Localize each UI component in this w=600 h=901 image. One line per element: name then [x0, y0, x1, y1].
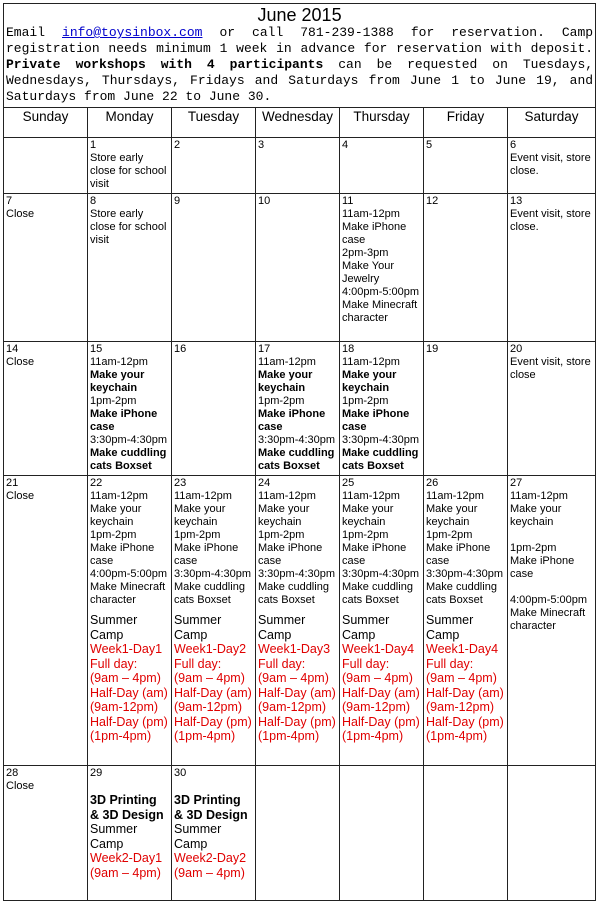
- weekday-saturday: Saturday: [508, 108, 596, 138]
- weekday-tuesday: Tuesday: [172, 108, 256, 138]
- camp-detail: Half-Day (pm): [258, 714, 336, 729]
- event-line: 11am-12pm: [90, 490, 148, 502]
- day-cell: [508, 342, 596, 476]
- week-row: [4, 766, 596, 901]
- event-title: 3D Printing & 3D Design: [174, 793, 248, 822]
- info-bold-text: Private workshops with 4 participants: [6, 57, 324, 72]
- event-line: Make cuddling cats Boxset: [174, 581, 245, 606]
- event-line: Make Minecraft character: [342, 299, 418, 324]
- day-cell: [172, 766, 256, 901]
- day-number: 7: [6, 195, 13, 207]
- event-line: Make Minecraft character: [510, 607, 586, 632]
- calendar-header: [4, 4, 596, 108]
- camp-detail: Week1-Day4: [426, 642, 499, 656]
- event-line: 1pm-2pm: [258, 395, 305, 407]
- event-line: Make iPhone case: [90, 542, 155, 567]
- camp-detail: (1pm-4pm): [90, 729, 152, 743]
- event-line: Store early close for school visit: [90, 152, 167, 190]
- day-number: 28: [6, 767, 19, 779]
- day-cell: [256, 138, 340, 194]
- event-line: Make iPhone case: [342, 408, 410, 433]
- day-cell: [256, 194, 340, 342]
- camp-detail: (9am-12pm): [90, 700, 159, 714]
- day-cell: [4, 138, 88, 194]
- day-cell: [88, 766, 172, 901]
- event-line: 3:30pm-4:30pm: [258, 434, 336, 446]
- camp-detail: (1pm-4pm): [258, 729, 320, 743]
- day-number: 16: [174, 343, 187, 355]
- camp-detail: (9am – 4pm): [174, 671, 245, 685]
- event-line: 3:30pm-4:30pm: [174, 568, 252, 580]
- event-line: Close: [6, 780, 35, 792]
- event-line: Make cuddling cats Boxset: [90, 447, 167, 472]
- event-title: 3D Printing & 3D Design: [90, 793, 164, 822]
- camp-detail: (9am-12pm): [258, 700, 327, 714]
- day-number: 23: [174, 477, 187, 489]
- calendar-title: June 2015: [257, 5, 342, 25]
- summer-camp-block: [174, 613, 253, 744]
- event-line: Make cuddling cats Boxset: [342, 581, 413, 606]
- camp-detail: Half-Day (pm): [342, 714, 420, 729]
- day-cell: [256, 476, 340, 766]
- event-line: Make Your Jewelry: [342, 260, 394, 285]
- event-line: Make Minecraft character: [90, 581, 166, 606]
- day-cell: [172, 194, 256, 342]
- event-line: Make iPhone case: [342, 542, 407, 567]
- camp-detail: (1pm-4pm): [342, 729, 404, 743]
- event-line: 3:30pm-4:30pm: [426, 568, 504, 580]
- day-cell: [88, 138, 172, 194]
- camp-detail: (9am – 4pm): [90, 865, 161, 880]
- event-line: Make cuddling cats Boxset: [342, 447, 419, 472]
- event-line: 4:00pm-5:00pm: [342, 286, 420, 298]
- event-line: Make iPhone case: [90, 408, 158, 433]
- day-number: 29: [90, 767, 103, 779]
- event-line: 11am-12pm: [426, 490, 484, 502]
- event-line: [510, 581, 593, 594]
- camp-detail: (1pm-4pm): [426, 729, 488, 743]
- day-number: 27: [510, 477, 523, 489]
- event-line: 4:00pm-5:00pm: [510, 594, 588, 606]
- camp-heading: Summer Camp: [342, 613, 390, 642]
- day-number: 26: [426, 477, 439, 489]
- summer-camp-block: [258, 613, 337, 744]
- camp-detail: Week1-Day2: [174, 642, 247, 656]
- camp-heading: Summer Camp: [174, 613, 222, 642]
- event-line: Close: [6, 356, 35, 368]
- camp-heading: Summer Camp: [90, 613, 138, 642]
- event-line: Make your keychain: [510, 503, 562, 528]
- camp-detail: Week1-Day4: [342, 642, 415, 656]
- summer-camp-block: [90, 613, 169, 744]
- summer-camp-block: [90, 822, 169, 880]
- camp-detail: Week1-Day1: [90, 642, 163, 656]
- event-line: Make iPhone case: [258, 408, 326, 433]
- week-row: [4, 342, 596, 476]
- weekday-monday: Monday: [88, 108, 172, 138]
- event-line: Make cuddling cats Boxset: [426, 581, 497, 606]
- day-cell: [424, 194, 508, 342]
- event-line: 11am-12pm: [174, 490, 232, 502]
- day-number: 22: [90, 477, 103, 489]
- event-line: Event visit, store close.: [510, 152, 591, 177]
- event-line: Make cuddling cats Boxset: [258, 581, 329, 606]
- calendar-table: [3, 3, 596, 901]
- camp-detail: (9am – 4pm): [90, 671, 161, 685]
- camp-detail: (9am – 4pm): [342, 671, 413, 685]
- day-number: 25: [342, 477, 355, 489]
- event-line: Make cuddling cats Boxset: [258, 447, 335, 472]
- day-number: 5: [426, 139, 433, 151]
- event-line: Event visit, store close: [510, 356, 591, 381]
- camp-detail: (9am – 4pm): [426, 671, 497, 685]
- event-line: 11am-12pm: [258, 356, 316, 368]
- weekday-thursday: Thursday: [340, 108, 424, 138]
- camp-detail: Half-Day (am): [342, 685, 420, 700]
- spacer: [90, 780, 169, 793]
- day-cell: [88, 342, 172, 476]
- day-number: 20: [510, 343, 523, 355]
- summer-camp-block: [426, 613, 505, 744]
- day-cell: [172, 342, 256, 476]
- day-cell: [508, 138, 596, 194]
- event-line: 1pm-2pm: [174, 529, 221, 541]
- camp-detail: Half-Day (am): [258, 685, 336, 700]
- event-line: Make iPhone case: [426, 542, 491, 567]
- camp-detail: (9am – 4pm): [174, 865, 245, 880]
- day-number: 6: [510, 139, 517, 151]
- event-line: 1pm-2pm: [90, 395, 137, 407]
- event-line: 11am-12pm: [342, 208, 400, 220]
- day-cell: [88, 194, 172, 342]
- event-line: 1pm-2pm: [258, 529, 305, 541]
- camp-detail: Week2-Day2: [174, 851, 247, 865]
- day-number: 13: [510, 195, 523, 207]
- event-line: 1pm-2pm: [426, 529, 473, 541]
- day-number: 24: [258, 477, 271, 489]
- day-number: 1: [90, 139, 97, 151]
- day-cell: [424, 342, 508, 476]
- day-number: 12: [426, 195, 439, 207]
- camp-detail: Half-Day (pm): [426, 714, 504, 729]
- event-line: 2pm-3pm: [342, 247, 389, 259]
- day-cell: [172, 476, 256, 766]
- day-cell: [508, 476, 596, 766]
- camp-heading: Summer Camp: [90, 822, 138, 851]
- camp-detail: Full day:: [342, 656, 390, 671]
- event-line: Close: [6, 208, 35, 220]
- day-cell: [4, 766, 88, 901]
- day-number: 10: [258, 195, 271, 207]
- event-line: Make your keychain: [90, 369, 145, 394]
- event-line: Make iPhone case: [258, 542, 323, 567]
- event-line: 3:30pm-4:30pm: [342, 568, 420, 580]
- camp-detail: (9am – 4pm): [258, 671, 329, 685]
- camp-detail: Week1-Day3: [258, 642, 331, 656]
- info-text-1: Email: [6, 25, 63, 40]
- weekday-wednesday: Wednesday: [256, 108, 340, 138]
- day-number: 3: [258, 139, 265, 151]
- camp-detail: Half-Day (pm): [174, 714, 252, 729]
- day-cell: [424, 766, 508, 901]
- event-line: Make your keychain: [342, 503, 394, 528]
- day-cell: [256, 342, 340, 476]
- event-line: 3:30pm-4:30pm: [258, 568, 336, 580]
- event-line: 1pm-2pm: [510, 542, 557, 554]
- event-line: 1pm-2pm: [90, 529, 137, 541]
- day-number: 15: [90, 343, 103, 355]
- camp-detail: (9am-12pm): [342, 700, 411, 714]
- camp-detail: (9am-12pm): [426, 700, 495, 714]
- event-line: Make iPhone case: [342, 221, 407, 246]
- day-number: 14: [6, 343, 19, 355]
- event-line: 1pm-2pm: [342, 529, 389, 541]
- camp-heading: Summer Camp: [174, 822, 222, 851]
- day-cell: [424, 476, 508, 766]
- day-cell: [256, 766, 340, 901]
- day-cell: [4, 476, 88, 766]
- event-line: Make your keychain: [258, 503, 310, 528]
- event-line: Make your keychain: [174, 503, 226, 528]
- event-line: 4:00pm-5:00pm: [90, 568, 168, 580]
- weekday-sunday: Sunday: [4, 108, 88, 138]
- day-cell: [340, 138, 424, 194]
- camp-detail: Full day:: [174, 656, 222, 671]
- camp-detail: Week2-Day1: [90, 851, 163, 865]
- event-line: Store early close for school visit: [90, 208, 167, 246]
- day-cell: [88, 476, 172, 766]
- day-cell: [508, 194, 596, 342]
- weekday-header-row: [4, 108, 596, 138]
- day-number: 17: [258, 343, 271, 355]
- camp-heading: Summer Camp: [258, 613, 306, 642]
- camp-detail: Half-Day (pm): [90, 714, 168, 729]
- day-number: 2: [174, 139, 181, 151]
- week-row: [4, 138, 596, 194]
- day-cell: [340, 194, 424, 342]
- day-cell: [172, 138, 256, 194]
- event-line: Make your keychain: [342, 369, 397, 394]
- week-row: [4, 194, 596, 342]
- camp-detail: Half-Day (am): [426, 685, 504, 700]
- event-line: 11am-12pm: [90, 356, 148, 368]
- day-number: 11: [342, 195, 354, 207]
- event-line: Make your keychain: [426, 503, 478, 528]
- spacer: [174, 780, 253, 793]
- event-line: 3:30pm-4:30pm: [342, 434, 420, 446]
- reservation-info: [6, 25, 593, 105]
- day-cell: [508, 766, 596, 901]
- camp-detail: Full day:: [426, 656, 474, 671]
- day-number: 4: [342, 139, 349, 151]
- day-number: 30: [174, 767, 187, 779]
- event-line: Make iPhone case: [510, 555, 575, 580]
- event-line: 11am-12pm: [342, 490, 400, 502]
- camp-detail: Half-Day (am): [90, 685, 168, 700]
- event-line: 11am-12pm: [342, 356, 400, 368]
- summer-camp-block: [174, 822, 253, 880]
- day-number: 9: [174, 195, 181, 207]
- day-number: 8: [90, 195, 97, 207]
- day-cell: [340, 342, 424, 476]
- calendar-weeks: [4, 138, 596, 901]
- day-cell: [340, 476, 424, 766]
- summer-camp-block: [342, 613, 421, 744]
- event-line: Event visit, store close.: [510, 208, 591, 233]
- event-line: Make your keychain: [258, 369, 313, 394]
- event-line: 1pm-2pm: [342, 395, 389, 407]
- event-line: 11am-12pm: [258, 490, 316, 502]
- camp-detail: (9am-12pm): [174, 700, 243, 714]
- event-line: Make iPhone case: [174, 542, 239, 567]
- event-line: 3:30pm-4:30pm: [90, 434, 168, 446]
- weekday-friday: Friday: [424, 108, 508, 138]
- camp-detail: (1pm-4pm): [174, 729, 236, 743]
- email-link[interactable]: info@toysinbox.com: [62, 25, 203, 40]
- day-number: 19: [426, 343, 439, 355]
- event-line: Make your keychain: [90, 503, 142, 528]
- day-cell: [4, 194, 88, 342]
- day-cell: [424, 138, 508, 194]
- day-cell: [340, 766, 424, 901]
- day-number: 21: [6, 477, 19, 489]
- info-text-2: or call 781-239-1388 for reservation. Camp registration needs minimum 1 week in advance for reservation with deposit.: [6, 25, 594, 56]
- week-row: [4, 476, 596, 766]
- camp-detail: Full day:: [258, 656, 306, 671]
- event-line: 11am-12pm: [510, 490, 568, 502]
- camp-detail: Full day:: [90, 656, 138, 671]
- event-line: [510, 529, 593, 542]
- camp-heading: Summer Camp: [426, 613, 474, 642]
- info-text-3: can be requested on Tuesdays, Wednesdays, Thursdays, Fridays and Saturdays from June 1 to June 19, and Saturdays from June 22 to June 30.: [6, 57, 594, 104]
- day-number: 18: [342, 343, 355, 355]
- day-cell: [4, 342, 88, 476]
- event-line: Close: [6, 490, 35, 502]
- camp-detail: Half-Day (am): [174, 685, 252, 700]
